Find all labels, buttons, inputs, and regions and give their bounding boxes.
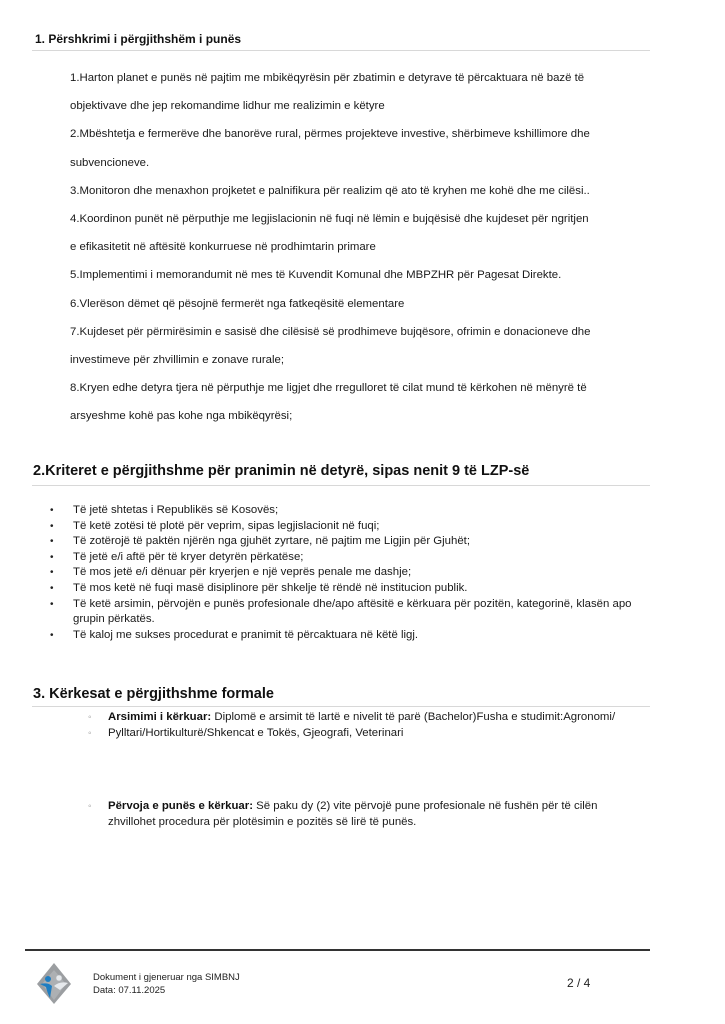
section-1-heading: 1. Përshkrimi i përgjithshëm i punës [35, 32, 242, 46]
duty-line: 4.Koordinon punët në përputhje me legjislacionin në fuqi në lëmin e bujqësisë dhe kujdeset për ngritjen [70, 213, 589, 226]
duty-line: 2.Mbështetja e fermerëve dhe banorëve rural, përmes projekteve investive, shërbimeve kshillimore dhe [70, 128, 590, 141]
section-2-heading: 2.Kriteret e përgjithshme për pranimin në detyrë, sipas nenit 9 të LZP-së [33, 463, 530, 479]
duty-line: investimeve për zhvillimin e zonave rurale; [70, 354, 284, 367]
bullet-icon: ◦ [88, 801, 92, 812]
education-item [88, 710, 648, 726]
criteria-text: Të jetë e/i aftë për të kryer detyrën përkatëse; [73, 550, 304, 563]
criteria-list [48, 503, 658, 643]
criteria-item [48, 519, 658, 535]
experience-text: Së paku dy (2) vite përvojë pune profesionale në fushën për të cilën zhvillohet procedura për plotësimin e pozitës së lirë të punës. [108, 800, 598, 828]
bullet-icon: • [50, 520, 54, 532]
criteria-item [48, 534, 658, 550]
education-label: Arsimimi i kërkuar: [108, 711, 212, 723]
bullet-icon: • [50, 567, 54, 579]
bullet-icon: ◦ [88, 727, 92, 739]
duty-line: subvencioneve. [70, 156, 150, 169]
section-3-heading: 3. Kërkesat e përgjithshme formale [33, 686, 274, 702]
bullet-icon: • [50, 505, 54, 516]
duty-line: 8.Kryen edhe detyra tjera në përputhje me ligjet dhe rregulloret të cilat mund të kërkohen në mënyrë të [70, 382, 587, 395]
criteria-text: Të ketë zotësi të plotë për veprim, sipas legjislacionit në fuqi; [73, 519, 380, 532]
duty-line: arsyeshme kohë pas kohe nga mbikëqyrësi; [70, 410, 293, 423]
bullet-icon: • [50, 536, 54, 548]
duty-line: 3.Monitoron dhe menaxhon projketet e palnifikura për realizim që ato të kryhen me kohë dhe me cilësi.. [70, 184, 590, 197]
bullet-icon: • [50, 582, 54, 594]
duty-line: 6.Vlerëson dëmet që pësojnë fermerët nga fatkeqësitë elementare [70, 297, 405, 310]
duty-line: e efikasitetit në aftësitë konkurruese në prodhimtarin primare [70, 241, 376, 254]
criteria-item [48, 581, 658, 597]
bullet-icon: • [50, 598, 54, 610]
duty-line: objektivave dhe jep rekomandime lidhur me realizimin e këtyre [70, 100, 385, 113]
experience-item [88, 799, 648, 830]
criteria-item [48, 503, 658, 519]
criteria-item [48, 550, 658, 566]
bullet-icon: • [50, 551, 54, 563]
criteria-item [48, 597, 658, 628]
footer-divider [25, 949, 650, 951]
education-item [88, 726, 648, 742]
criteria-text: Të mos ketë në fuqi masë disiplinore për shkelje të rëndë në institucion publik. [73, 581, 468, 594]
education-text: Diplomë e arsimit të lartë e nivelit të parë (Bachelor)Fusha e studimit:Agronomi/ [211, 711, 616, 723]
bullet-icon: ◦ [88, 712, 92, 723]
generated-by: Dokument i gjeneruar nga SIMBNJ [93, 972, 240, 983]
simbnj-logo-icon [36, 962, 72, 1006]
duty-line: 1.Harton planet e punës në pajtim me mbikëqyrësin për zbatimin e detyrave të përcaktuara në bazë të [70, 72, 585, 84]
education-requirements [88, 710, 648, 741]
section-3-divider [32, 706, 650, 707]
criteria-text: Të jetë shtetas i Republikës së Kosovës; [73, 504, 279, 516]
job-description [70, 64, 660, 431]
criteria-item [48, 565, 658, 581]
education-fields: Pylltari/Hortikulturë/Shkencat e Tokës, Gjeografi, Veterinari [108, 726, 404, 739]
page-number: 2 / 4 [567, 976, 591, 990]
section-2-divider [32, 485, 650, 486]
criteria-text: Të kaloj me sukses procedurat e pranimit të përcaktuara në këtë ligj. [73, 628, 419, 641]
duty-line: 7.Kujdeset për përmirësimin e sasisë dhe cilësisë së prodhimeve bujqësore, ofrimin e donacioneve dhe [70, 325, 591, 338]
footer-info [93, 971, 240, 997]
criteria-text: Të ketë arsimin, përvojën e punës profesionale dhe/apo aftësitë e kërkuara për pozitën, kategorinë, klasën apo grupin përkatës. [73, 597, 632, 626]
criteria-text: Të mos jetë e/i dënuar për kryerjen e një veprës penale me dashje; [73, 566, 412, 579]
criteria-text: Të zotërojë të paktën njërën nga gjuhët zyrtare, në pajtim me Ligjin për Gjuhët; [73, 535, 470, 548]
document-date: Data: 07.11.2025 [93, 985, 166, 996]
criteria-item [48, 628, 658, 644]
section-1-divider [32, 50, 650, 51]
experience-label: Përvoja e punës e kërkuar: [108, 800, 253, 812]
duty-line: 5.Implementimi i memorandumit në mes të Kuvendit Komunal dhe MBPZHR për Pagesat Direkte. [70, 269, 562, 282]
bullet-icon: • [50, 629, 54, 641]
experience-requirements [88, 799, 648, 830]
